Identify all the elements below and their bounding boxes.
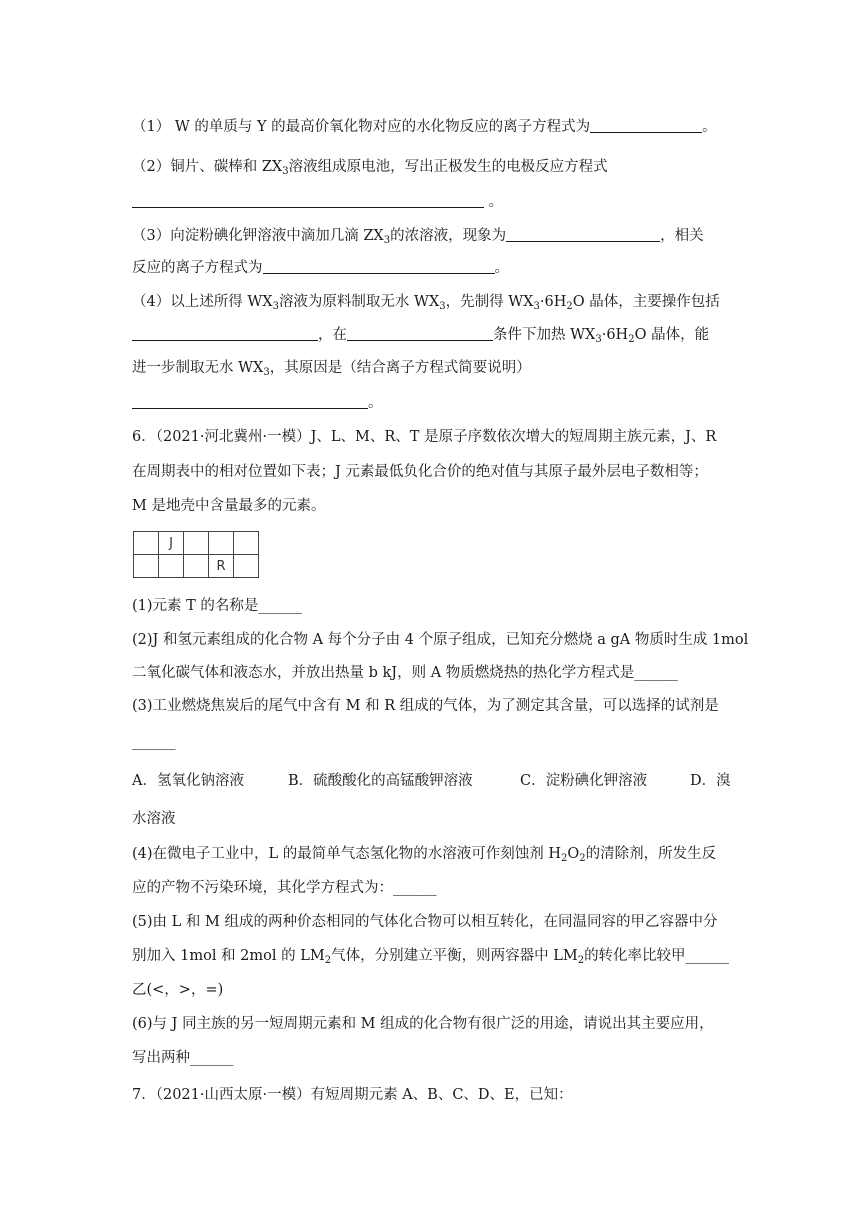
q5-part4-cont2: 进一步制取无水 $WX_3$，其原因是（结合离子方程式简要说明） — [132, 360, 531, 378]
answer-blank[interactable] — [263, 259, 495, 274]
q6-sub5-line2: 别加入 1mol 和 2mol 的 $LM_2$气体，分别建立平衡，则两容器中 $LM_2$的转化率比较甲______ — [132, 948, 730, 966]
q6-sub4-line1: (4)在微电子工业中，L 的最简单气态氢化物的水溶液可作刻蚀剂 $H_2O_2$的清除剂，所发生反 — [132, 846, 717, 864]
q6-sub6-line2: 写出两种______ — [132, 1050, 234, 1066]
answer-blank[interactable] — [132, 326, 318, 341]
option-c[interactable]: C．淀粉碘化钾溶液 — [520, 773, 648, 789]
q6-stem-line1: 6．（2021·河北冀州·一模）J、L、M、R、T 是原子序数依次增大的短周期主族元素，J、R — [132, 429, 717, 445]
q6-stem-line2: 在周期表中的相对位置如下表；J 元素最低负化合价的绝对值与其原子最外层电子数相等； — [132, 464, 708, 480]
q6-sub4-line2: 应的产物不污染环境，其化学方程式为：______ — [132, 880, 437, 896]
q6-sub3-line1: (3)工业燃烧焦炭后的尾气中含有 M 和 R 组成的气体，为了测定其含量，可以选择的试剂是 — [132, 698, 719, 714]
option-d[interactable]: D．溴 — [690, 773, 731, 789]
q7-stem-line1: 7．（2021·山西太原·一模）有短周期元素 A、B、C、D、E，已知： — [132, 1087, 573, 1103]
cell-j: J — [159, 532, 184, 555]
q6-sub2-line1: (2)J 和氢元素组成的化合物 A 每个分子由 4 个原子组成，已知充分燃烧 a gA 物质时生成 1mol — [132, 632, 749, 648]
option-d-cont: 水溶液 — [132, 811, 176, 827]
periodic-table-fragment — [133, 531, 259, 578]
q5-part4-cont: ，在 条件下加热 $WX_3\cdot 6H_2O$ 晶体，能 — [132, 325, 709, 345]
q6-sub6-line1: (6)与 J 同主族的另一短周期元素和 M 组成的化合物有很广泛的用途，请说出其主要应用， — [132, 1016, 714, 1032]
q6-sub5-line1: (5)由 L 和 M 组成的两种价态相同的气体化合物可以相互转化，在同温同容的甲乙容器中分 — [132, 914, 718, 930]
q6-sub2-line2: 二氧化碳气体和液态水，并放出热量 b kJ，则 A 物质燃烧热的热化学方程式是______ — [132, 665, 678, 681]
q5-part4: （4）以上述所得 $WX_3$溶液为原料制取无水 $WX_3$，先制得 $WX_3\cdot 6H_2O$ 晶体，主要操作包括 — [132, 294, 720, 312]
answer-blank[interactable] — [506, 227, 660, 242]
q6-sub3-line2: ______ — [132, 734, 176, 750]
q5-part3-cont: 反应的离子方程式为 。 — [132, 260, 509, 276]
q5-part2: （2）铜片、碳棒和 $ZX_3$溶液组成原电池，写出正极发生的电极反应方程式 — [132, 159, 608, 177]
q5-part2-answer: 。 — [132, 192, 503, 212]
answer-blank[interactable] — [347, 326, 493, 341]
q5-part4-answer: 。 — [132, 393, 383, 413]
q5-part3: （3）向淀粉碘化钾溶液中滴加几滴 $ZX_3$的浓溶液，现象为 ，相关 — [132, 228, 704, 246]
q6-stem-line3: M 是地壳中含量最多的元素。 — [132, 498, 326, 514]
option-a[interactable]: A．氢氧化钠溶液 — [132, 773, 244, 789]
cell-r: R — [209, 555, 234, 578]
option-b[interactable]: B．硫酸酸化的高锰酸钾溶液 — [288, 773, 473, 789]
q6-sub1: (1)元素 T 的名称是______ — [132, 598, 302, 614]
q5-part1: （1） W 的单质与 Y 的最高价氧化物对应的水化物反应的离子方程式为 。 — [132, 119, 717, 135]
answer-blank[interactable] — [590, 118, 702, 133]
q6-sub5-line3: 乙(<，>，=) — [132, 982, 224, 998]
answer-blank[interactable] — [132, 394, 368, 409]
answer-blank[interactable] — [132, 193, 484, 208]
